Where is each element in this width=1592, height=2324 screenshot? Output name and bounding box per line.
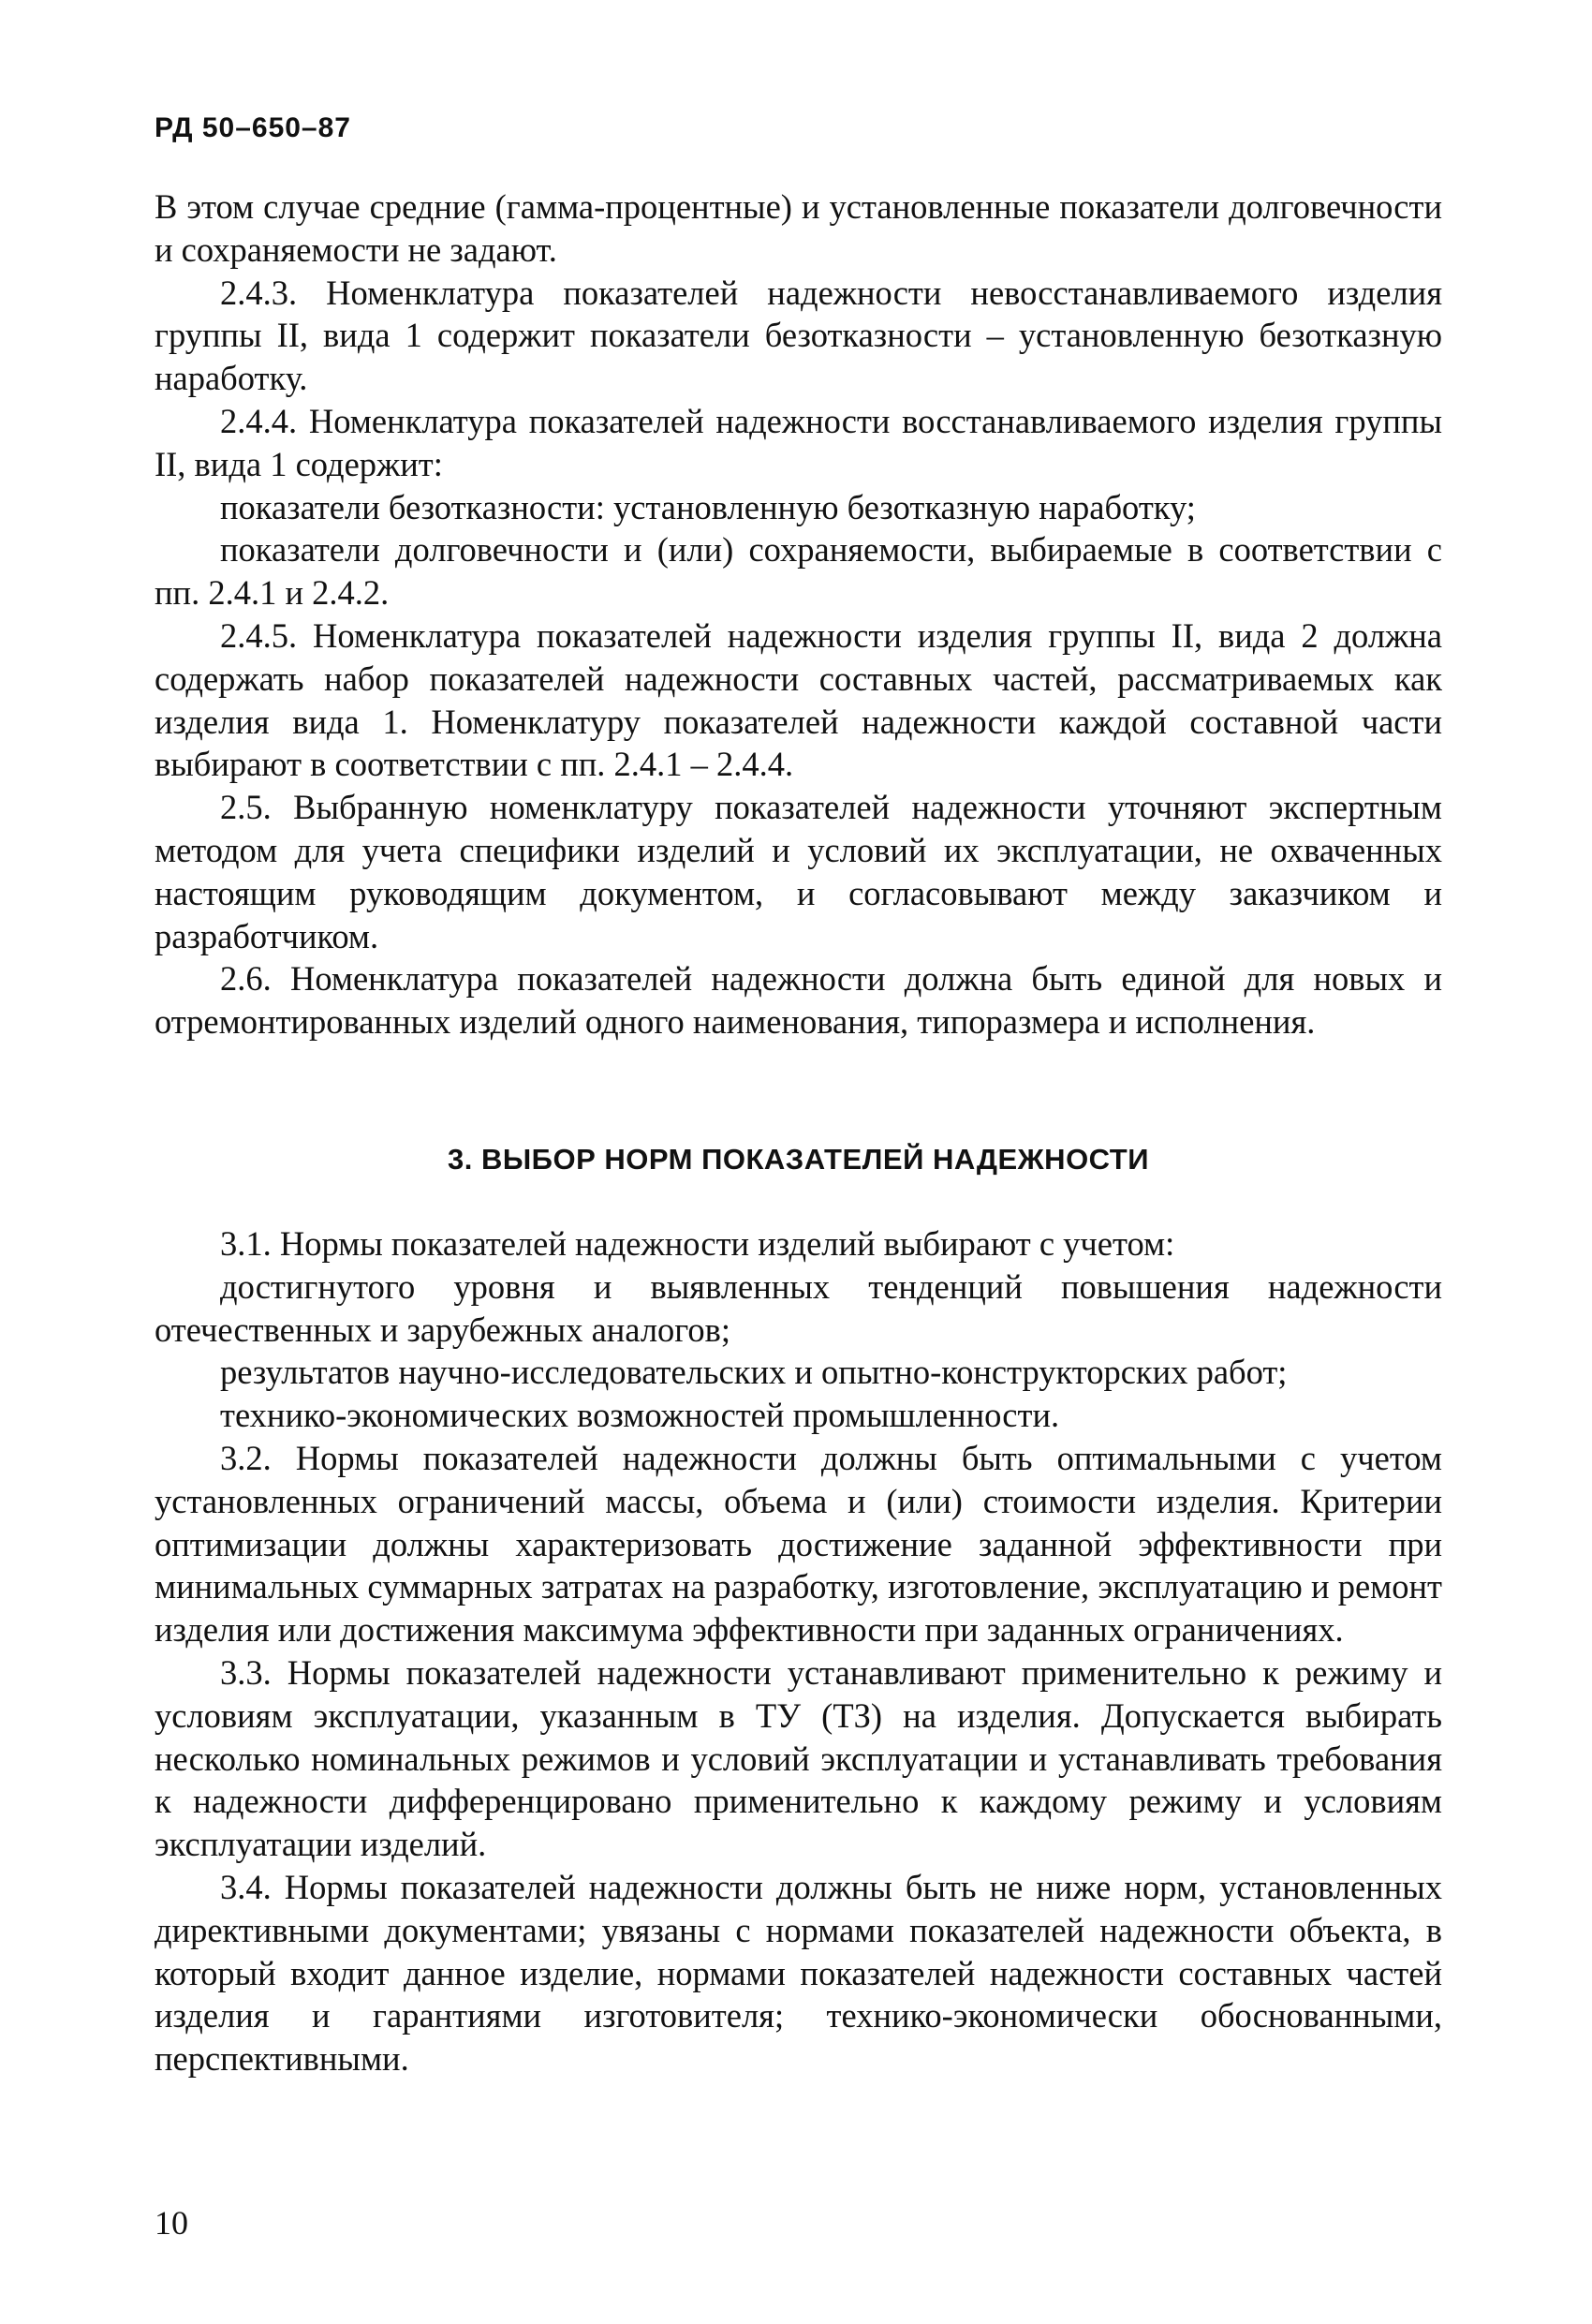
page-number: 10 — [155, 2204, 188, 2242]
paragraph-3-3: 3.3. Нормы показателей надежности устанавливают применительно к режиму и условиям эксплуатации, указанным в ТУ (ТЗ) на изделия. Допускается выбирать несколько номинальных режимов и условий эксплуатации и устанавливать требования к надежности дифференцировано применительно к каждому режиму и условиям эксплуатации изделий. — [155, 1652, 1442, 1864]
list-item-reliability-indicators: показатели безотказности: установленную безотказную наработку; — [220, 487, 1196, 526]
paragraph-3-1: 3.1. Нормы показателей надежности изделий выбирают с учетом: — [220, 1224, 1175, 1263]
paragraph-continuation: В этом случае средние (гамма-процентные) и установленные показатели долговечности и сохраняемости не задают. — [155, 187, 1442, 269]
paragraph-2-4-4: 2.4.4. Номенклатура показателей надежности восстанавливаемого изделия группы II, вида 1 содержит: — [155, 401, 1442, 483]
list-item-research-results: результатов научно-исследовательских и опытно-конструкторских работ; — [220, 1353, 1288, 1392]
paragraph-2-4-3: 2.4.3. Номенклатура показателей надежности невосстанавливаемого изделия группы II, вида 1 содержит показатели безотказности – установленную безотказную наработку. — [155, 273, 1442, 398]
document-code-header: РД 50–650–87 — [155, 112, 351, 143]
section-2-text — [155, 185, 1442, 1044]
section-3-text — [155, 1222, 1442, 2080]
paragraph-2-6: 2.6. Номенклатура показателей надежности должна быть единой для новых и отремонтированных изделий одного наименования, типоразмера и исполнения. — [155, 959, 1442, 1042]
section-3-title: 3. ВЫБОР НОРМ ПОКАЗАТЕЛЕЙ НАДЕЖНОСТИ — [447, 1143, 1150, 1176]
paragraph-3-4: 3.4. Нормы показателей надежности должны быть не ниже норм, установленных директивными документами; увязаны с нормами показателей надежности объекта, в который входит данное изделие, нормами показателей надежности составных частей изделия и гарантиями изготовителя; технико-экономически обоснованными, перспективными. — [155, 1867, 1442, 2079]
list-item-achieved-level: достигнутого уровня и выявленных тенденций повышения надежности отечественных и зарубежных аналогов; — [155, 1266, 1442, 1349]
paragraph-2-4-5: 2.4.5. Номенклатура показателей надежности изделия группы II, вида 2 должна содержать набор показателей надежности составных частей, рассматриваемых как изделия вида 1. Номенклатуру показателей надежности каждой составной части выбирают в соответствии с пп. 2.4.1 – 2.4.4. — [155, 615, 1442, 784]
paragraph-3-2: 3.2. Нормы показателей надежности должны быть оптимальными с учетом установленных ограничений массы, объема и (или) стоимости изделия. Критерии оптимизации должны характеризовать достижение заданной эффективности при минимальных суммарных затратах на разработку, изготовление, эксплуатацию и ремонт изделия или достижения максимума эффективности при заданных ограничениях. — [155, 1438, 1442, 1650]
list-item-economic-capabilities: технико-экономических возможностей промышленности. — [220, 1396, 1060, 1435]
paragraph-2-5: 2.5. Выбранную номенклатуру показателей надежности уточняют экспертным методом для учета специфики изделий и условий их эксплуатации, не охваченных настоящим руководящим документом, и согласовывают между заказчиком и разработчиком. — [155, 788, 1442, 955]
list-item-durability-indicators: показатели долговечности и (или) сохраняемости, выбираемые в соответствии с пп. 2.4.1 и 2.4.2. — [155, 530, 1442, 613]
